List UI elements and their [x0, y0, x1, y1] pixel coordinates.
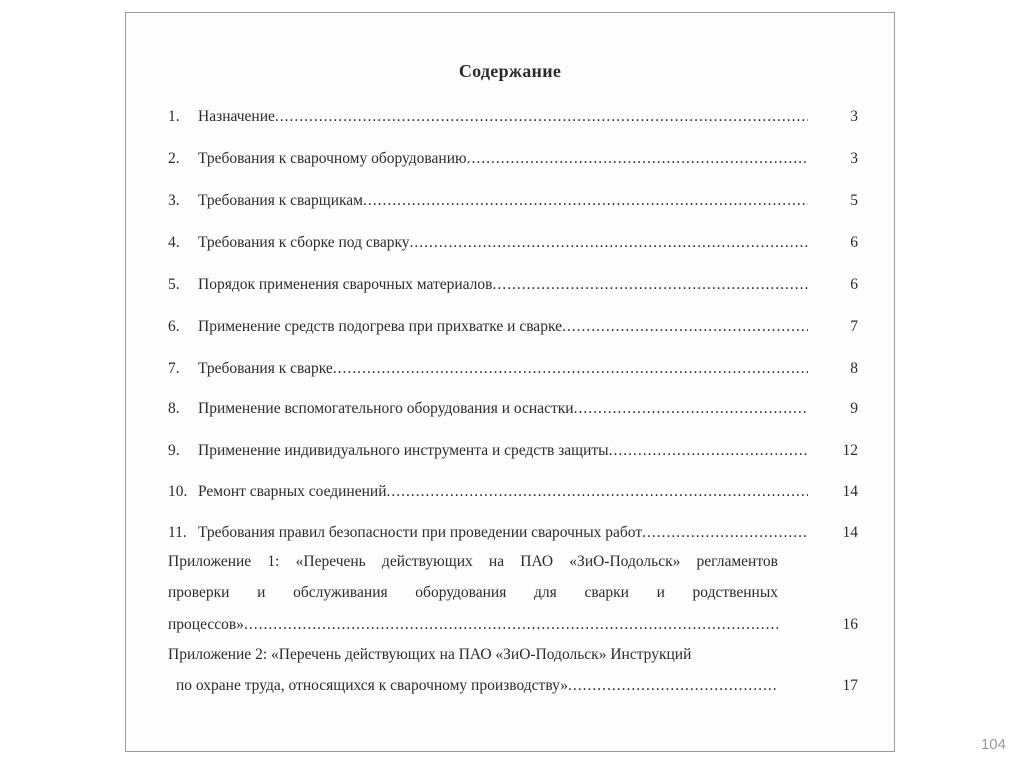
toc-entry: [168, 316, 858, 338]
toc-entry: [168, 440, 858, 462]
toc-entry-text: Порядок применения сварочных материалов .....: [198, 274, 808, 296]
toc-entry-text: Требования правил безопасности при проведении сварочных работ .....: [198, 522, 808, 544]
toc-entry-page: 9: [850, 400, 858, 417]
toc-entry-number: 3.: [168, 192, 180, 209]
toc-entry-text: Применение индивидуального инструмента и средств защиты .....: [198, 440, 808, 462]
document-page: [125, 12, 895, 752]
toc-entry-number: 1.: [168, 108, 180, 125]
appendix-1-line: проверки и обслуживания оборудования для сварки и родственных: [168, 584, 778, 601]
appendix-1-line: Приложение 1: «Перечень действующих на ПАО «ЗиО-Подольск» регламентов: [168, 553, 778, 570]
toc-entry-page: 6: [850, 234, 858, 251]
toc-entry-number: 6.: [168, 318, 180, 335]
toc-entry: [168, 232, 858, 254]
toc-entry-page: 14: [842, 524, 858, 541]
appendix-1-page: 16: [842, 616, 858, 633]
appendix-2-line: по охране труда, относящихся к сварочному производству» .....: [176, 675, 776, 697]
toc-entry-text: Требования к сварщикам .....: [198, 190, 808, 212]
toc-entry: [168, 274, 858, 296]
toc-entry: [168, 522, 858, 544]
toc-entry-page: 6: [850, 276, 858, 293]
toc-entry: [168, 148, 858, 170]
page-title: Содержание: [458, 61, 562, 81]
toc-entry: [168, 358, 858, 380]
appendix-2-line: Приложение 2: «Перечень действующих на ПАО «ЗиО-Подольск» Инструкций: [168, 646, 692, 663]
toc-entry-number: 9.: [168, 442, 180, 459]
toc-entry-text: Применение средств подогрева при прихватке и сварке .....: [198, 316, 808, 338]
toc-entry-page: 5: [850, 192, 858, 209]
toc-entry-text: Применение вспомогательного оборудования и оснастки .....: [198, 398, 808, 420]
toc-entry-page: 14: [842, 483, 858, 500]
toc-entry-text: Назначение .....: [198, 106, 808, 128]
toc-entry: [168, 481, 858, 503]
toc-entry-text: Ремонт сварных соединений .....: [198, 481, 808, 503]
toc-entry: [168, 106, 858, 128]
toc-entry-text: Требования к сборке под сварку .....: [198, 232, 808, 254]
slide-number: 104: [980, 736, 1006, 753]
toc-entry-number: 7.: [168, 360, 180, 377]
toc-entry-number: 10.: [168, 483, 188, 500]
toc-entry: [168, 190, 858, 212]
toc-entry-page: 7: [850, 318, 858, 335]
toc-entry-number: 8.: [168, 400, 180, 417]
toc-entry: [168, 398, 858, 420]
toc-entry-number: 2.: [168, 150, 180, 167]
toc-entry-number: 5.: [168, 276, 180, 293]
appendix-2-page: 17: [842, 677, 858, 694]
toc-entry-text: Требования к сварке .....: [198, 358, 808, 380]
toc-entry-page: 3: [850, 150, 858, 167]
toc-entry-page: 12: [842, 442, 858, 459]
toc-entry-text: Требования к сварочному оборудованию .....: [198, 148, 808, 170]
toc-entry-number: 11.: [168, 524, 187, 541]
appendix-1-line: процессов» .....: [168, 614, 778, 636]
toc-entry-page: 3: [850, 108, 858, 125]
toc-entry-number: 4.: [168, 234, 180, 251]
toc-entry-page: 8: [850, 360, 858, 377]
